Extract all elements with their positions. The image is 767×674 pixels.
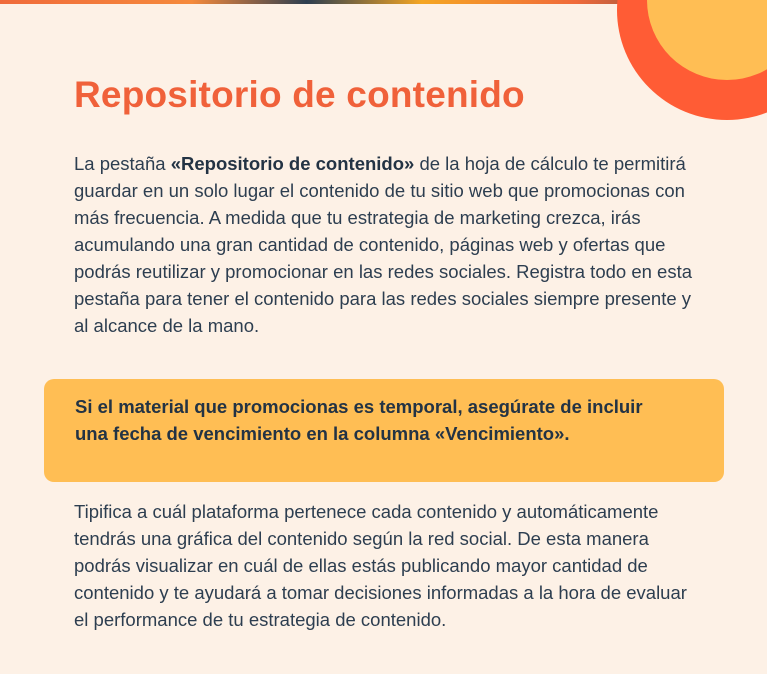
callout-box (44, 379, 724, 482)
page-title: Repositorio de contenido (74, 74, 525, 115)
callout-text: Si el material que promocionas es temporal, asegúrate de incluir una fecha de vencimiento en la columna «Vencimiento». (75, 396, 643, 444)
intro-bold-tab-name: «Repositorio de contenido» (170, 153, 415, 174)
intro-text-after: de la hoja de cálculo te permitirá guardar en un solo lugar el contenido de tu sitio web que promocionas con más frecuencia. A medida que tu estrategia de marketing crezca, irás acumulando una gran cantidad de contenido, páginas web y ofertas que podrás reutilizar y promocionar en las redes sociales. Registra todo en esta pestaña para tener el contenido para las redes sociales siempre presente y al alcance de la mano. (74, 153, 693, 336)
outro-paragraph: Tipifica a cuál plataforma pertenece cada contenido y automáticamente tendrás una gráfica del contenido según la red social. De esta manera podrás visualizar en cuál de ellas estás publicando mayor cantidad de contenido y te ayudará a tomar decisiones informadas a la hora de evaluar el performance de tu estrategia de contenido. (74, 501, 687, 630)
intro-text-before: La pestaña (74, 153, 171, 174)
intro-paragraph (74, 150, 694, 339)
